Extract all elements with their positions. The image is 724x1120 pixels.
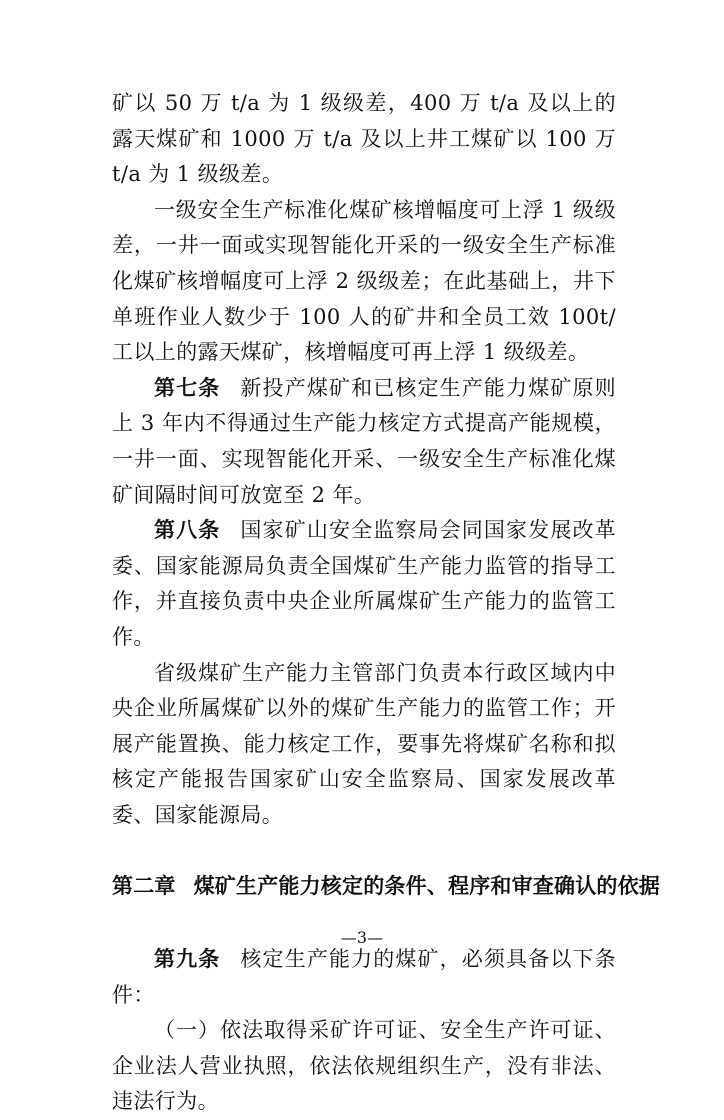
article-9-text: 核定生产能力的煤矿，必须具备以下条件： [112, 947, 616, 1007]
article-8-text: 国家矿山安全监察局会同国家发展改革委、国家能源局负责全国煤矿生产能力监管的指导工作，并直接负责中央企业所属煤矿生产能力的监管工作。 [112, 518, 616, 649]
chapter-number: 第二章 [112, 874, 176, 899]
paragraph-grade-difference: 矿以 50 万 t/a 为 1 级级差，400 万 t/a 及以上的露天煤矿和 1000 万 t/a 及以上井工煤矿以 100 万 t/a 为 1 级级差。 [112, 91, 616, 187]
article-7-text: 新投产煤矿和已核定生产能力煤矿原则上 3 年内不得通过生产能力核定方式提高产能规模，一井一面、实现智能化开采、一级安全生产标准化煤矿间隔时间可放宽至 2 年。 [112, 375, 616, 507]
article-8 [112, 513, 616, 655]
article-9-title: 第九条 [154, 947, 221, 972]
chapter-heading [112, 869, 661, 905]
article-8-title: 第八条 [154, 518, 221, 543]
page-number: —3— [340, 928, 384, 947]
article-9 [112, 942, 616, 1013]
list-item-condition-1: （一）依法取得采矿许可证、安全生产许可证、企业法人营业执照，依法依规组织生产，没有非法、违法行为。 [112, 1018, 616, 1114]
chapter-title: 煤矿生产能力核定的条件、程序和审查确认的依据 [193, 874, 661, 899]
article-7-title: 第七条 [154, 375, 221, 400]
article-7 [112, 371, 616, 513]
paragraph-provincial-supervision: 省级煤矿生产能力主管部门负责本行政区域内中央企业所属煤矿以外的煤矿生产能力的监管工作；开展产能置换、能力核定工作，要事先将煤矿名称和拟核定产能报告国家矿山安全监察局、国家发展改革委、国家能源局。 [112, 660, 616, 827]
document-page [112, 86, 661, 1120]
paragraph-upgrade-range: 一级安全生产标准化煤矿核增幅度可上浮 1 级级差，一井一面或实现智能化开采的一级安全生产标准化煤矿核增幅度可上浮 2 级级差；在此基础上，井下单班作业人数少于 100 人的矿井和全员工效 100t/工以上的露天煤矿，核增幅度可再上浮 1 级级差。 [112, 197, 616, 365]
